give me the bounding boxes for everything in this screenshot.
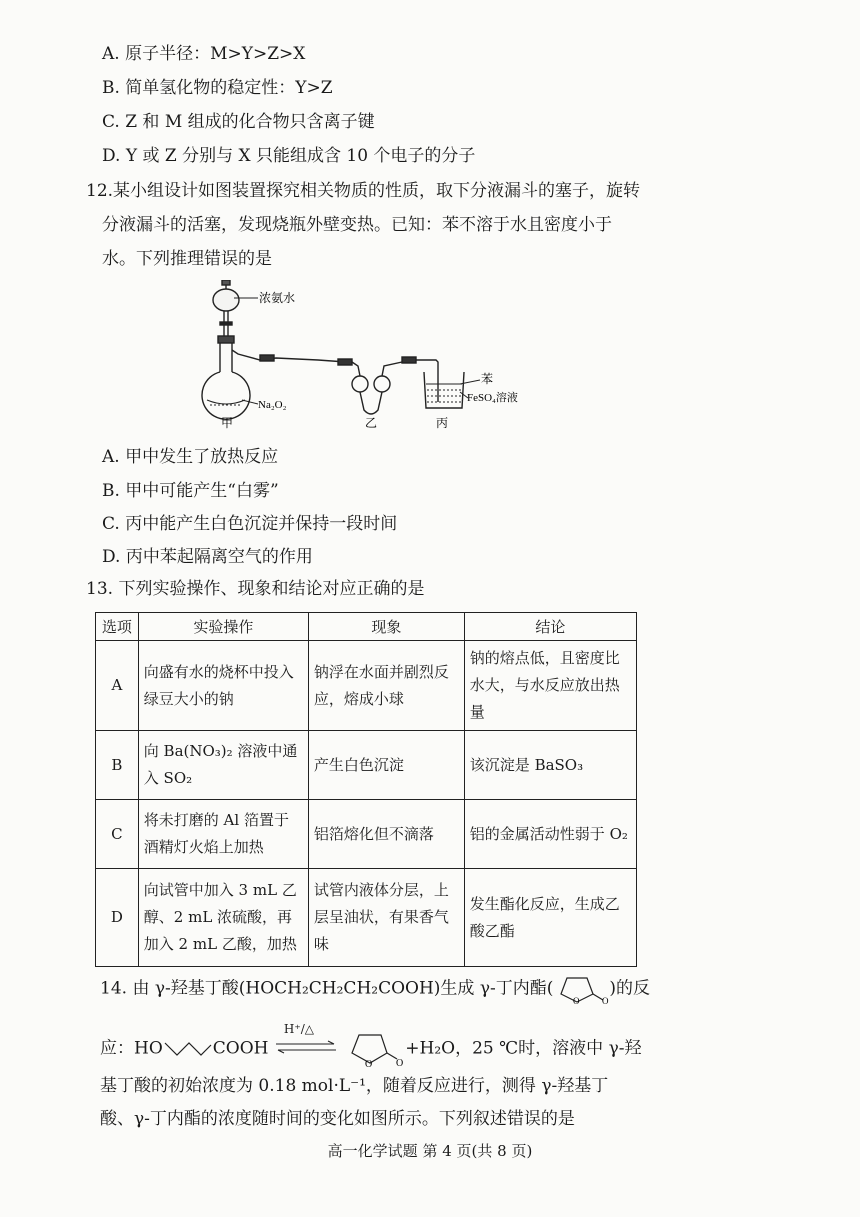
q12-option-a: A. 甲中发生了放热反应 (102, 447, 279, 467)
row-conclusion: 钠的熔点低，且密度比水大，与水反应放出热量 (464, 641, 636, 731)
q11-option-a: A. 原子半径：M>Y>Z>X (102, 44, 306, 64)
q14-line1-end: )的反 (609, 978, 651, 999)
q13-stem: 13. 下列实验操作、现象和结论对应正确的是 (86, 579, 425, 599)
label-jia: 甲 (221, 416, 234, 430)
q11-option-c: C. Z 和 M 组成的化合物只含离子键 (102, 112, 375, 132)
row-phenomenon: 试管内液体分层，上层呈油状，有果香气味 (308, 869, 464, 967)
row-conclusion: 该沉淀是 BaSO₃ (464, 731, 636, 800)
row-conclusion: 发生酯化反应，生成乙酸乙酯 (464, 869, 636, 967)
svg-text:O: O (573, 996, 580, 1004)
q14-cooh: COOH (212, 1038, 269, 1059)
svg-text:O: O (396, 1058, 404, 1067)
q14-line1-text: 14. 由 γ-羟基丁酸(HOCH₂CH₂CH₂COOH)生成 γ-丁内酯( (100, 978, 554, 999)
row-option: D (96, 869, 139, 967)
reversible-arrow (274, 1022, 338, 1060)
q14-line1 (100, 974, 650, 1004)
label-yi: 乙 (365, 416, 378, 430)
label-ammonia: 浓氨水 (259, 291, 296, 305)
q14-line4: 酸、γ-丁内酯的浓度随时间的变化如图所示。下列叙述错误的是 (100, 1109, 575, 1129)
label-benzene: 苯 (481, 372, 494, 386)
equilibrium-arrow-icon (274, 1040, 338, 1054)
page-footer: 高一化学试题 第 4 页(共 8 页) (327, 1142, 533, 1160)
header-phenomenon: 现象 (308, 613, 464, 641)
reaction-condition: H⁺/△ (283, 1022, 314, 1036)
row-phenomenon: 产生白色沉淀 (308, 731, 464, 800)
table-row (96, 641, 637, 731)
q14-line2 (100, 1022, 642, 1067)
q12-stem-line1 (86, 180, 640, 202)
lactone-structure-icon (553, 974, 609, 1004)
label-na2o2: Na₂O₂ (258, 399, 287, 411)
svg-text:O: O (365, 1059, 373, 1067)
table-row (96, 800, 637, 869)
label-bing: 丙 (436, 416, 449, 430)
q12-option-b: B. 甲中可能产生“白雾” (102, 481, 279, 501)
svg-text:O: O (602, 996, 609, 1004)
q12-stem-text1: 某小组设计如图装置探究相关物质的性质，取下分液漏斗的塞子，旋转 (113, 181, 641, 201)
lactone-product-icon (343, 1031, 405, 1067)
row-phenomenon: 铝箔熔化但不滴落 (308, 800, 464, 869)
label-feso4: FeSO₄溶液 (467, 392, 518, 404)
row-operation: 向试管中加入 3 mL 乙醇、2 mL 浓硫酸，再加入 2 mL 乙酸，加热 (138, 869, 308, 967)
row-option: B (96, 731, 139, 800)
row-phenomenon: 钠浮在水面并剧烈反应，熔成小球 (308, 641, 464, 731)
q11-option-d: D. Y 或 Z 分别与 X 只能组成含 10 个电子的分子 (102, 146, 476, 166)
row-option: A (96, 641, 139, 731)
q14-line3: 基丁酸的初始浓度为 0.18 mol·L⁻¹，随着反应进行，测得 γ-羟基丁 (100, 1076, 609, 1096)
q12-stem-line2: 分液漏斗的活塞，发现烧瓶外壁变热。已知：苯不溶于水且密度小于 (102, 215, 612, 235)
header-option: 选项 (96, 613, 139, 641)
table-row (96, 731, 637, 800)
header-operation: 实验操作 (138, 613, 308, 641)
row-operation: 向 Ba(NO₃)₂ 溶液中通入 SO₂ (138, 731, 308, 800)
q11-option-b: B. 简单氢化物的稳定性：Y>Z (102, 78, 333, 98)
q12-stem-line3: 水。下列推理错误的是 (102, 249, 272, 269)
q12-option-d: D. 丙中苯起隔离空气的作用 (102, 547, 313, 567)
header-conclusion: 结论 (464, 613, 636, 641)
row-conclusion: 铝的金属活动性弱于 O₂ (464, 800, 636, 869)
apparatus-figure (198, 280, 538, 430)
carbon-chain-icon (163, 1039, 213, 1059)
row-operation: 向盛有水的烧杯中投入绿豆大小的钠 (138, 641, 308, 731)
q14-line2-end: +H₂O，25 ℃时，溶液中 γ-羟 (405, 1038, 642, 1059)
row-operation: 将未打磨的 Al 箔置于酒精灯火焰上加热 (138, 800, 308, 869)
table-header-row (96, 613, 637, 641)
q12-option-c: C. 丙中能产生白色沉淀并保持一段时间 (102, 514, 398, 534)
q12-number: 12. (86, 181, 114, 201)
table-row (96, 869, 637, 967)
q13-table (95, 612, 637, 967)
q14-ho: 应：HO (100, 1038, 163, 1059)
row-option: C (96, 800, 139, 869)
